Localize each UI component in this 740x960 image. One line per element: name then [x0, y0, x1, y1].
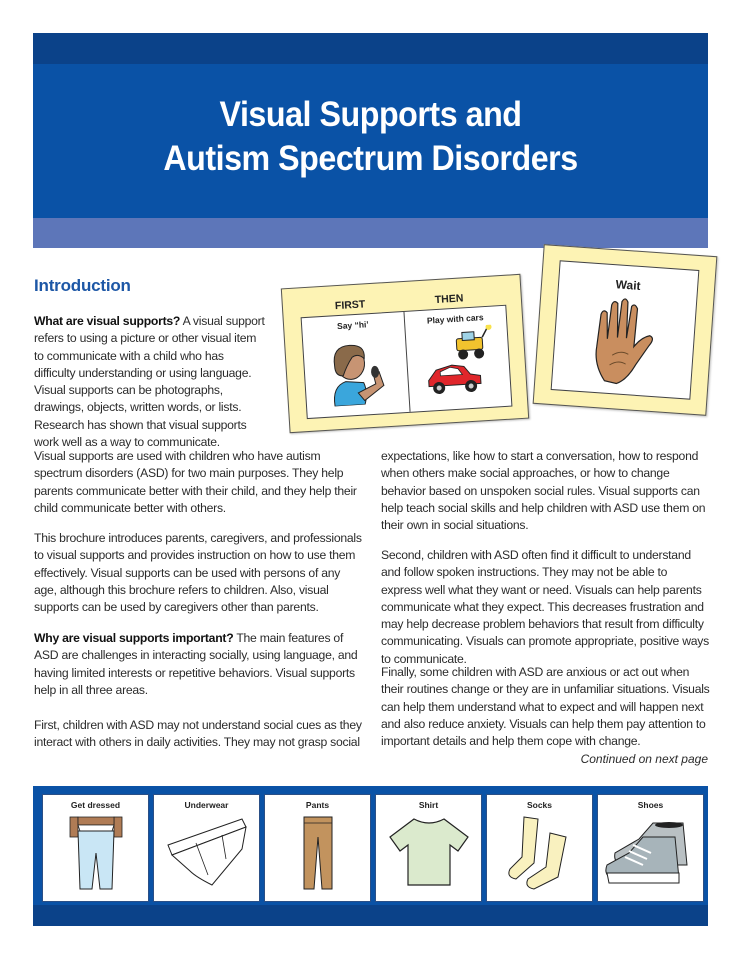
- socks-icon: [500, 813, 580, 891]
- shoes-icon: [603, 813, 699, 891]
- first-label: FIRST: [334, 298, 366, 313]
- tile-label: Shirt: [418, 800, 439, 810]
- tile-shirt: [375, 794, 482, 902]
- first-then-card: [281, 274, 529, 433]
- get-dressed-icon: [66, 813, 126, 891]
- wait-card: [533, 244, 718, 416]
- body-left-paragraph-1: Visual supports are used with children who have autism spectrum disorders (ASD) for two main purposes. They help parents communicate better with their child, and they help their child communicate better with others.: [34, 449, 357, 515]
- strip-bottom-band: [33, 905, 708, 926]
- banner-top-band: [33, 33, 708, 64]
- tile-underwear: [153, 794, 260, 902]
- then-label: THEN: [434, 292, 464, 307]
- banner-bottom-band: [33, 218, 708, 248]
- tile-label: Socks: [526, 800, 553, 810]
- section-title-introduction: Introduction: [34, 276, 131, 295]
- why-important-text: The main features of ASD are challenges in interacting socially, using language, and having limited interests or repetitive behaviors. Visual supports help in all three areas.: [34, 631, 358, 697]
- toy-cars-icon: [416, 324, 500, 399]
- question-why-important: Why are visual supports important?: [34, 631, 234, 645]
- tile-shoes: [597, 794, 704, 902]
- child-waving-icon: [321, 333, 391, 407]
- then-pane: [403, 306, 511, 412]
- body-left-paragraph-2: This brochure introduces parents, caregivers, and professionals to visual supports and provides instruction on how to use them effectively. Visual supports can be used with persons of any age, although this brochure refers to children. Also, visual supports can be used by caregivers other than parents.: [34, 531, 362, 615]
- intro-answer-text: A visual support refers to using a picture or other visual item to communicate with a child who has difficulty understanding or using language. Visual supports can be photographs, drawings, objects, written words, or lists. Research has shown that visual supports work well as a way to communicate.: [34, 314, 265, 450]
- tile-get-dressed: [42, 794, 149, 902]
- pants-icon: [298, 813, 338, 891]
- body-left-paragraph-4: First, children with ASD may not understand social cues as they interact with others in daily activities. They may not grasp social: [34, 718, 362, 750]
- body-right-paragraph-1: expectations, like how to start a conversation, how to respond when others make social approaches, or how to change behavior based on unspoken social rules. Visual supports can help teach social skills and help children with ASD use them on their own in social situations.: [381, 449, 706, 533]
- tile-pants: [264, 794, 371, 902]
- first-caption: Say “hi’: [336, 319, 370, 332]
- page-title: [60, 93, 681, 181]
- title-line-2: Autism Spectrum Disorders: [163, 139, 578, 178]
- tile-label: Shoes: [637, 800, 664, 810]
- dressing-sequence-strip: [33, 786, 708, 926]
- question-what-are-visual-supports: What are visual supports?: [34, 314, 181, 328]
- shirt-icon: [384, 813, 474, 891]
- body-left-paragraph-3: [34, 630, 364, 699]
- tile-label: Get dressed: [70, 800, 121, 810]
- wait-caption: Wait: [615, 277, 642, 293]
- title-banner: [33, 33, 708, 248]
- tile-label: Underwear: [184, 800, 229, 810]
- tile-socks: [486, 794, 593, 902]
- then-caption: Play with cars: [426, 312, 484, 326]
- body-right-paragraph-3: Finally, some children with ASD are anxious or act out when their routines change or they are in unfamiliar situations. Visuals can help them understand what to expect and will happen next and also reduce anxiety. Visuals can help them pay attention to important details and help them cope with change.: [381, 665, 710, 749]
- body-right-paragraph-2: Second, children with ASD often find it difficult to understand and follow spoken instructions. They may not be able to express well what they want or need. Visuals can help parents communicate what they expect. This decreases frustration and may help decrease problem behaviors that result from difficulty communicating. Visuals can promote appropriate, positive ways to communicate.: [381, 548, 709, 666]
- title-line-1: Visual Supports and: [219, 95, 522, 134]
- continued-note: Continued on next page: [580, 752, 708, 766]
- first-pane: [302, 312, 409, 418]
- underwear-icon: [162, 813, 252, 891]
- tile-label: Pants: [305, 800, 330, 810]
- raised-hand-icon: [586, 294, 662, 389]
- intro-paragraph: [34, 313, 266, 451]
